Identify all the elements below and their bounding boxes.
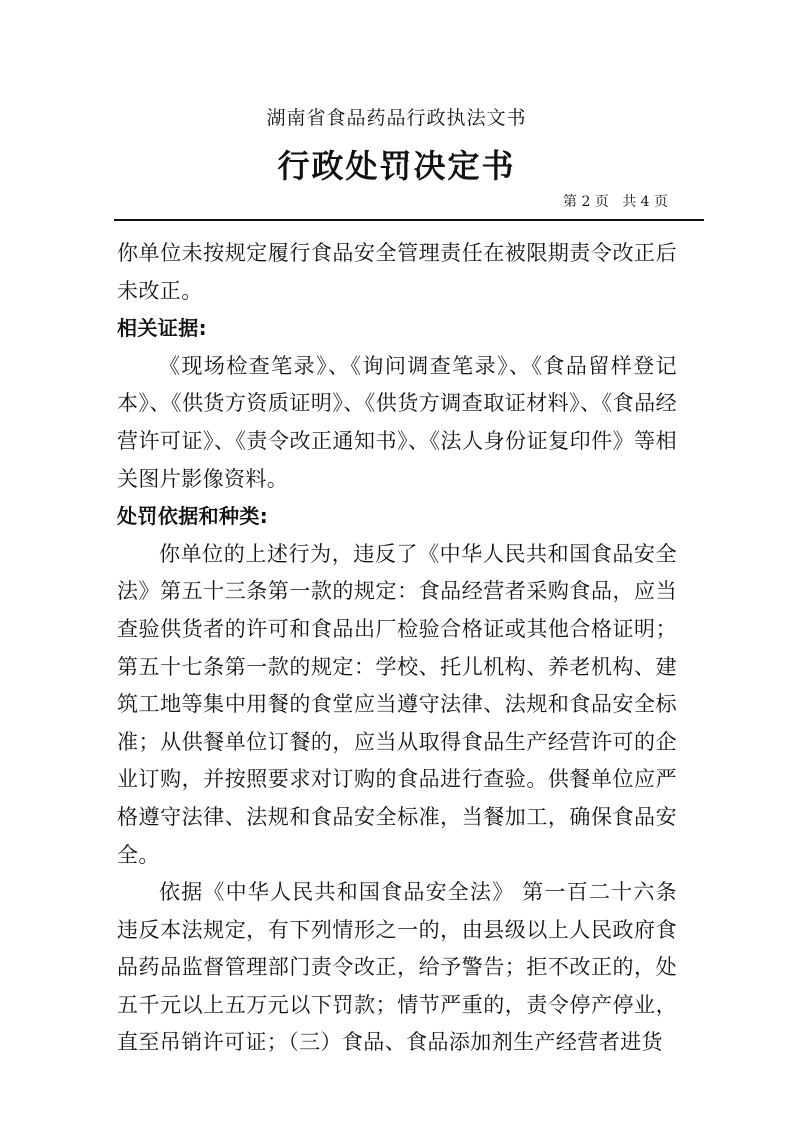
document-issuer: 湖南省食品药品行政执法文书 [266, 107, 527, 129]
document-body [117, 235, 677, 1062]
document-title: 行政处罚决定书 [277, 147, 516, 185]
evidence-heading: 相关证据: [117, 316, 207, 341]
basis-paragraph: 依据《中华人民共和国食品安全法》 第一百二十六条违反本法规定，有下列情形之一的，由县级以上人民政府食品药品监督管理部门责令改正，给予警告；拒不改正的，处五千元以上五万元以下罚款；情节严重的，责令停产停业，直至吊销许可证；（三）食品、食品添加剂生产经营者进货 [117, 880, 677, 1055]
header-divider [114, 219, 704, 221]
page-number: 第 2 页 共 4 页 [563, 194, 668, 210]
basis-paragraph: 你单位的上述行为，违反了《中华人民共和国食品安全法》第五十三条第一款的规定：食品经营者采购食品，应当查验供货者的许可和食品出厂检验合格证或其他合格证明；第五十七条第一款的规定：学校、托儿机构、养老机构、建筑工地等集中用餐的食堂应当遵守法律、法规和食品安全标准；从供餐单位订餐的，应当从取得食品生产经营许可的企业订购，并按照要求对订购的食品进行查验。供餐单位应严格遵守法律、法规和食品安全标准，当餐加工，确保食品安全。 [117, 541, 677, 867]
basis-heading: 处罚依据和种类: [117, 504, 269, 529]
intro-paragraph: 你单位未按规定履行食品安全管理责任在被限期责令改正后未改正。 [117, 241, 677, 303]
evidence-paragraph: 《现场检查笔录》、《询问调查笔录》、《食品留样登记本》、《供货方资质证明》、《供货方调查取证材料》、《食品经营许可证》、《责令改正通知书》、《法人身份证复印件》等相关图片影像资料。 [117, 353, 677, 491]
